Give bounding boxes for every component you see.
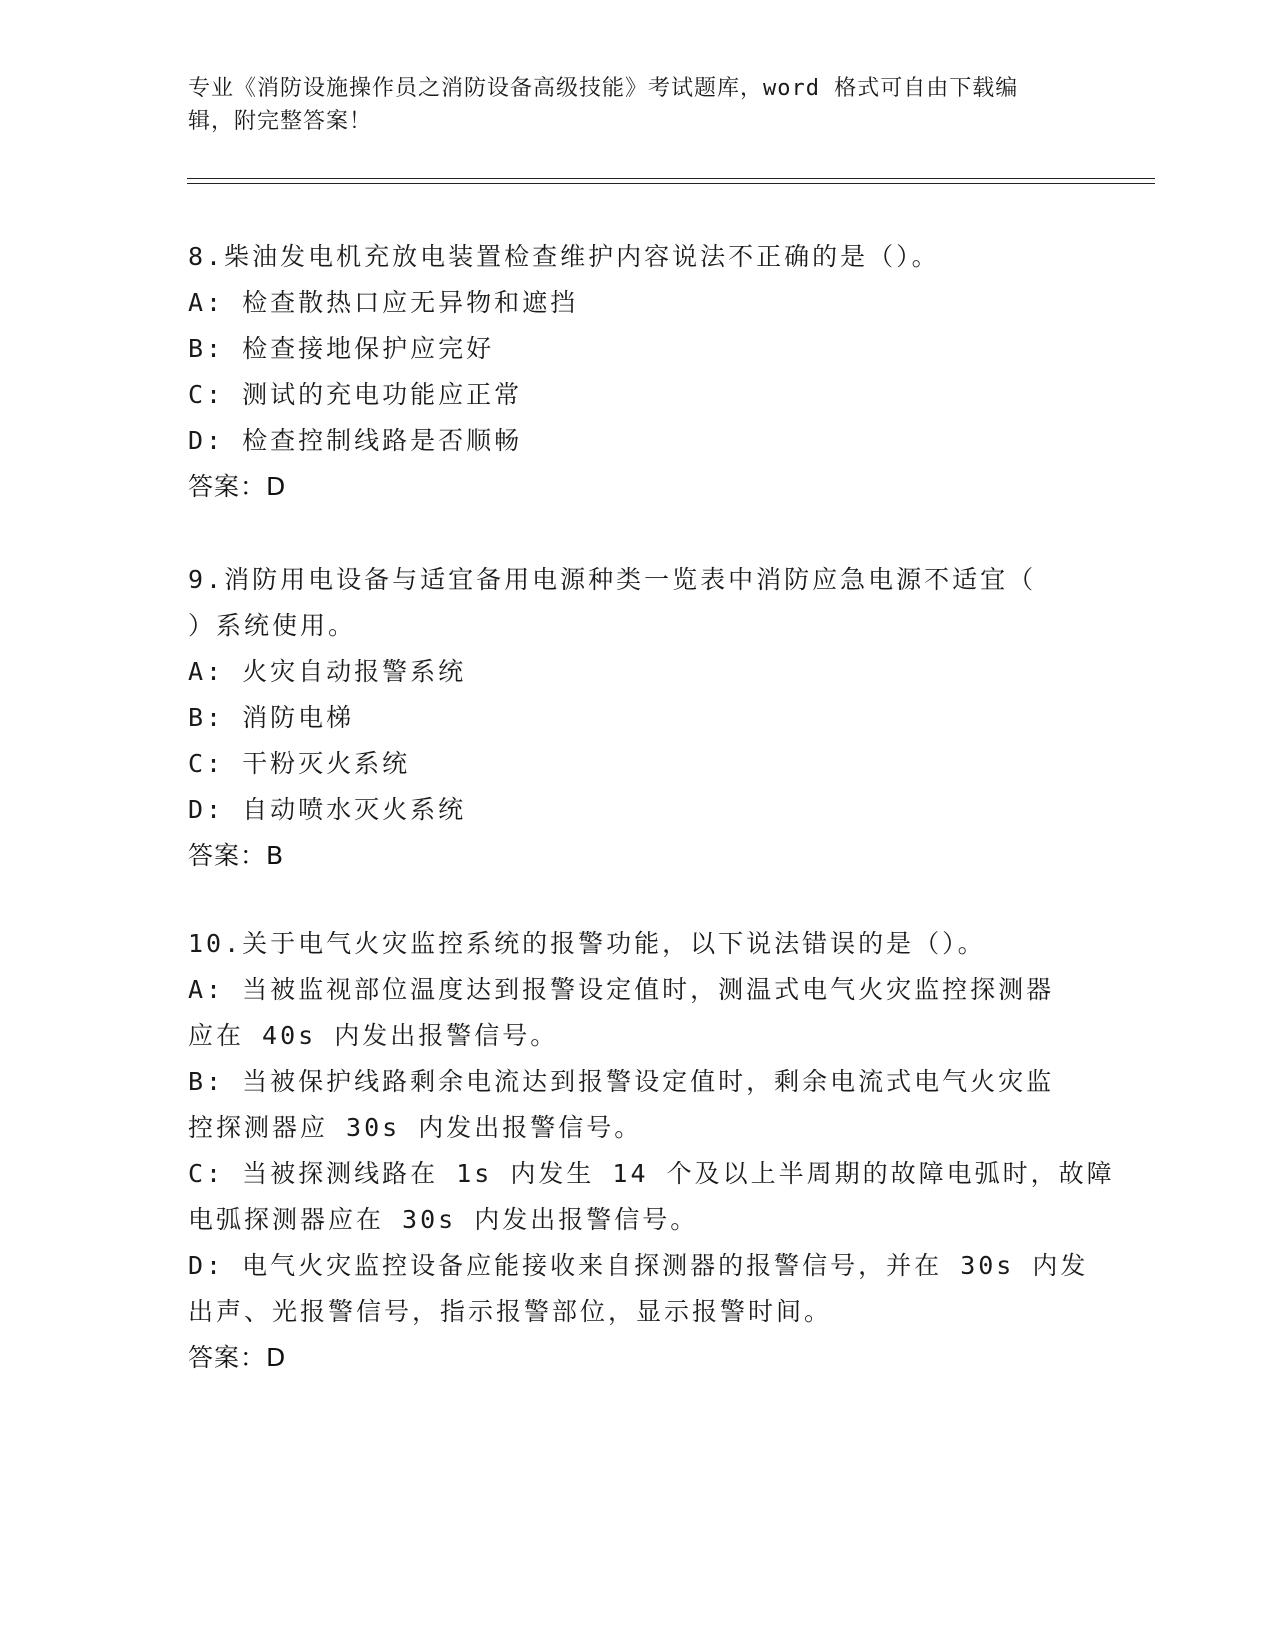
- option-a-line-1: A: 当被监视部位温度达到报警设定值时，测温式电气火灾监控探测器: [188, 975, 1055, 1004]
- question-8: [188, 234, 1078, 510]
- option-d-line-2: 出声、光报警信号，指示报警部位，显示报警时间。: [188, 1297, 833, 1326]
- header-line-1: 专业《消防设施操作员之消防设备高级技能》考试题库，word 格式可自由下载编: [188, 76, 1019, 101]
- document-header: [188, 72, 1078, 138]
- option-a-line-2: 应在 40s 内发出报警信号。: [188, 1021, 559, 1050]
- option-d: D: 检查控制线路是否顺畅: [188, 426, 523, 455]
- option-a: A: 检查散热口应无异物和遮挡: [188, 288, 579, 317]
- option-b: B: 检查接地保护应完好: [188, 334, 495, 363]
- option-a: A: 火灾自动报警系统: [188, 657, 467, 686]
- question-10: [188, 921, 1115, 1381]
- answer: 答案：D: [188, 472, 287, 501]
- option-c-line-1: C: 当被探测线路在 1s 内发生 14 个及以上半周期的故障电弧时，故障: [188, 1159, 1115, 1188]
- question-stem-line-2: ）系统使用。: [188, 611, 357, 640]
- question-stem: 10.关于电气火灾监控系统的报警功能，以下说法错误的是（）。: [188, 929, 986, 958]
- answer: 答案：B: [188, 841, 285, 870]
- header-divider-bottom: [187, 183, 1155, 184]
- option-b-line-2: 控探测器应 30s 内发出报警信号。: [188, 1113, 643, 1142]
- option-d: D: 自动喷水灭火系统: [188, 795, 467, 824]
- question-stem-line-1: 9.消防用电设备与适宜备用电源种类一览表中消防应急电源不适宜（: [188, 565, 1037, 594]
- question-stem: 8.柴油发电机充放电装置检查维护内容说法不正确的是（）。: [188, 242, 940, 271]
- option-c: C: 干粉灭火系统: [188, 749, 411, 778]
- header-line-2: 辑，附完整答案！: [188, 109, 373, 134]
- header-divider-top: [187, 178, 1155, 179]
- option-b-line-1: B: 当被保护线路剩余电流达到报警设定值时，剩余电流式电气火灾监: [188, 1067, 1055, 1096]
- option-d-line-1: D: 电气火灾监控设备应能接收来自探测器的报警信号，并在 30s 内发: [188, 1251, 1089, 1280]
- option-c: C: 测试的充电功能应正常: [188, 380, 523, 409]
- option-c-line-2: 电弧探测器应在 30s 内发出报警信号。: [188, 1205, 699, 1234]
- answer: 答案：D: [188, 1343, 287, 1372]
- option-b: B: 消防电梯: [188, 703, 355, 732]
- question-9: [188, 557, 1078, 879]
